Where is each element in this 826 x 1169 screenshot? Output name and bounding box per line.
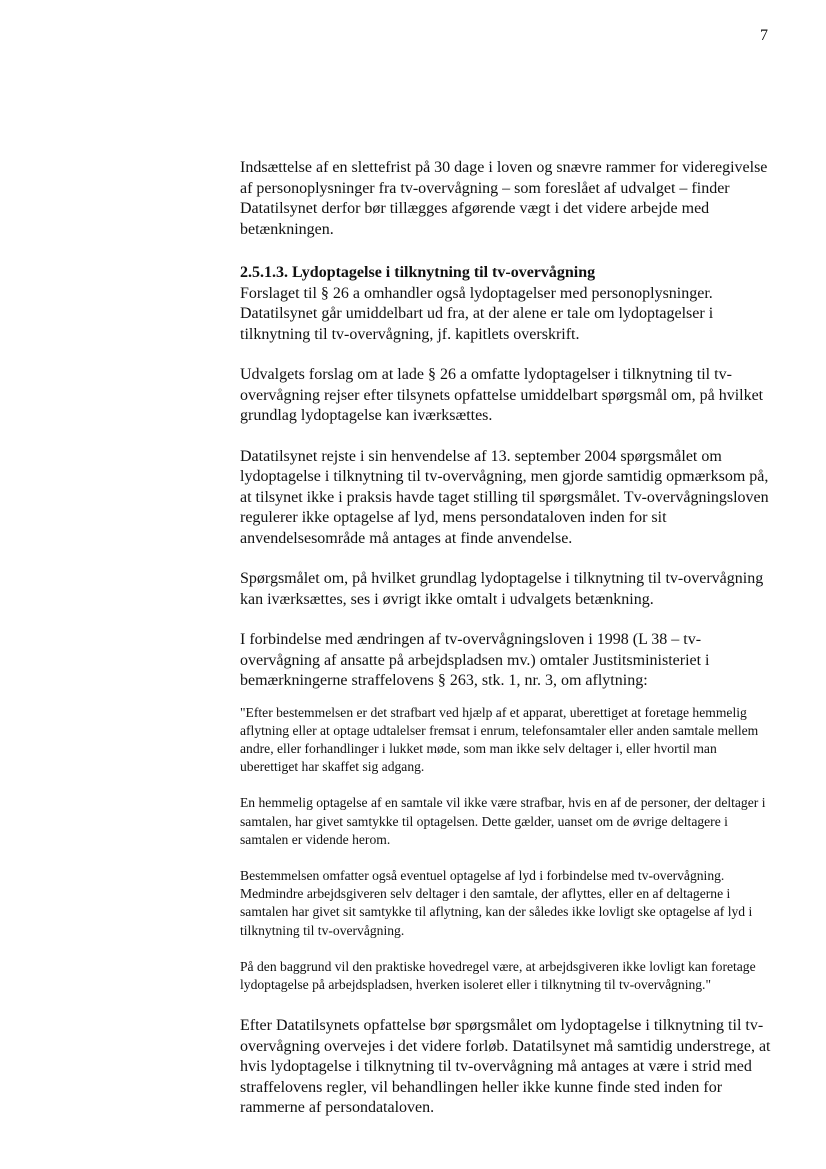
paragraph-conclusion: Efter Datatilsynets opfattelse bør spørgsmålet om lydoptagelse i tilknytning til tv-overvågning overvejes i det videre forløb. Datatilsynet må samtidig understrege, at hvis lydoptagelse i tilknytning til tv-overvågning må antages at være i strid med straffelovens regler, vil behandlingen heller ikke kunne finde sted inden for rammerne af persondataloven.	[240, 1017, 771, 1117]
paragraph: I forbindelse med ændringen af tv-overvågningsloven i 1998 (L 38 – tv-overvågning af ansatte på arbejdspladsen mv.) omtaler Justitsministeriet i bemærkningerne straffelovens § 263, stk. 1, nr. 3, om aflytning:	[240, 631, 710, 689]
page-number: 7	[760, 27, 768, 44]
quotation-block	[240, 704, 778, 995]
paragraph: Forslaget til § 26 a omhandler også lydoptagelser med personoplysninger. Datatilsynet går umiddelbart ud fra, at der alene er tale om lydoptagelser i tilknytning til tv-overvågning, jf. kapitlets overskrift.	[240, 284, 714, 343]
paragraph: Spørgsmålet om, på hvilket grundlag lydoptagelse i tilknytning til tv-overvågning kan iværksættes, ses i øvrigt ikke omtalt i udvalgets betænkning.	[240, 570, 764, 608]
quote-paragraph: Bestemmelsen omfatter også eventuel optagelse af lyd i forbindelse med tv-overvågning. Medmindre arbejdsgiveren selv deltager i den samtale, der aflyttes, eller en af deltagerne i samtalen har givet sit samtykke til aflytning, kan der således ikke lovligt ske optagelse af lyd i tilknytning til tv-overvågning.	[240, 867, 753, 938]
quote-paragraph: På den baggrund vil den praktiske hovedregel være, at arbejdsgiveren ikke lovligt kan foretage lydoptagelse på arbejdspladsen, hverken isoleret eller i tilknytning til tv-overvågning."	[240, 958, 756, 992]
paragraph: Udvalgets forslag om at lade § 26 a omfatte lydoptagelser i tilknytning til tv-overvågning rejser efter tilsynets opfattelse umiddelbart spørgsmål om, på hvilket grundlag lydoptagelse kan iværksættes.	[240, 366, 764, 424]
quote-paragraph: "Efter bestemmelsen er det strafbart ved hjælp af et apparat, uberettiget at foretage hemmelig aflytning eller at optage udtalelser fremsat i enrum, telefonsamtaler eller anden samtale mellem andre, eller forhandlinger i lukket møde, som man ikke selv deltager i, eller hvortil man uberettiget har skaffet sig adgang.	[240, 704, 759, 775]
quote-paragraph: En hemmelig optagelse af en samtale vil ikke være strafbar, hvis en af de personer, der deltager i samtalen, har givet samtykke til optagelsen. Dette gælder, uanset om de øvrige deltagere i samtalen er vidende herom.	[240, 795, 766, 847]
section-heading: 2.5.1.3. Lydoptagelse i tilknytning til tv-overvågning	[240, 264, 596, 281]
paragraph-intro: Indsættelse af en slettefrist på 30 dage i loven og snævre rammer for videregivelse af personoplysninger fra tv-overvågning – som foreslået af udvalget – finder Datatilsynet derfor bør tillægges afgørende vægt i det videre arbejde med betænkningen.	[240, 159, 768, 238]
paragraph: Datatilsynet rejste i sin henvendelse af 13. september 2004 spørgsmålet om lydoptagelse i tilknytning til tv-overvågning, men gjorde samtidig opmærksom på, at tilsynet ikke i praksis havde taget stilling til spørgsmålet. Tv-overvågningsloven regulerer ikke optagelse af lyd, mens persondataloven inden for sit anvendelsesområde må antages at finde anvendelse.	[240, 447, 769, 547]
document-body	[240, 158, 778, 1119]
